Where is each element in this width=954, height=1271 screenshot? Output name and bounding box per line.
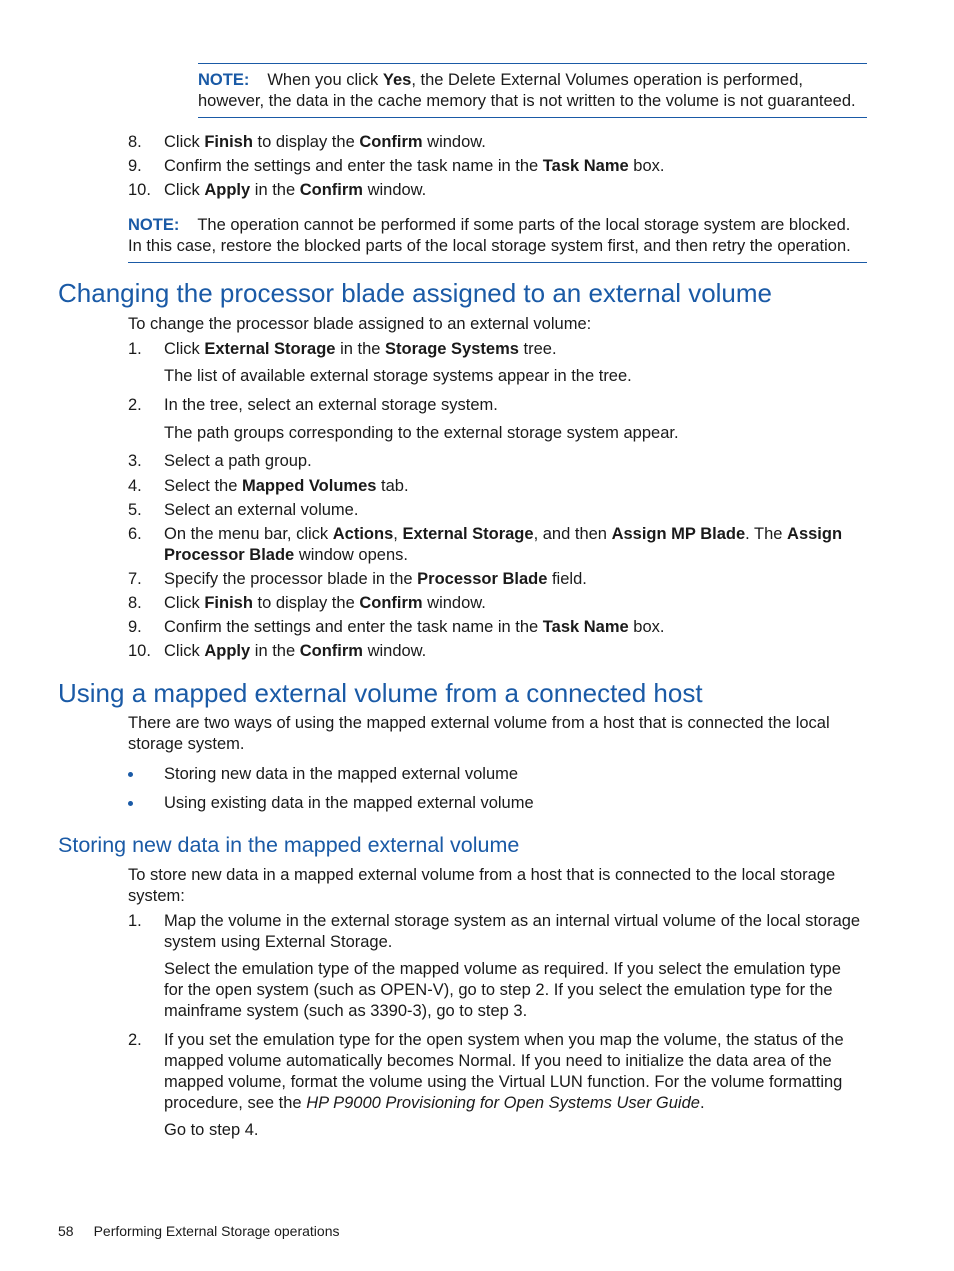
paragraph: There are two ways of using the mapped external volume from a host that is connected the local storage system. bbox=[128, 714, 830, 753]
note-box-delete: NOTE: When you click Yes, the Delete External Volumes operation is performed, however, the data in the cache memory that is not written to the volume is not guaranteed. bbox=[198, 63, 867, 118]
note-label: NOTE: bbox=[198, 71, 250, 89]
page-footer bbox=[58, 1222, 340, 1240]
chapter-title: Performing External Storage operations bbox=[93, 1223, 340, 1239]
bullet-icon bbox=[128, 772, 133, 777]
subsection-heading-storing-new-data: Storing new data in the mapped external volume bbox=[58, 833, 520, 857]
step-note: The path groups corresponding to the external storage system appear. bbox=[164, 424, 679, 442]
note-label: NOTE: bbox=[128, 216, 180, 234]
section-heading-processor-blade: Changing the processor blade assigned to an external volume bbox=[58, 278, 773, 308]
step-note: The list of available external storage systems appear in the tree. bbox=[164, 367, 632, 385]
step-note: Select the emulation type of the mapped volume as required. If you select the emulation type for the open system (such as OPEN-V), go to step 2. If you select the emulation type for the mainframe system (such as 3390-3), go to step 3. bbox=[164, 960, 841, 1020]
step-note: Go to step 4. bbox=[164, 1121, 259, 1139]
document-page: NOTE: When you click Yes, the Delete External Volumes operation is performed, however, the data in the cache memory that is not written to the volume is not guaranteed. 8. Click Finish to display the Confirm window. 9. Confirm the settings and enter the task name in the Task Name box. 10. Click Apply in the Confirm window. NOTE: The operation cannot be performed if some parts of the local storage system are blocked. In this case, restore the blocked parts of the local storage system first, and then retry the operation. Changing the processor blade assigned to an external volume To change the processor blade assigned to an external volume: 1. Click External Storage in the Storage Systems tree. The list of available external storage systems appear in the tree. 2. In the tree, select an external storage system. The path groups corresponding to the external storage system appear. 3. Select a path group. 4. Select the Mapped Volumes tab. 5. Select an external volume. 6. On the menu bar, click Actions, External Storage, and then Assign MP Blade. The Assign Processor Blade window opens. 7. Specify the processor blade in the Processor Blade field. 8. Click Finish to display the Confirm window. 9. Confirm the settings and enter the task name in the Task Name box. 10. Click Apply in the Confirm window. Using a mapped external volume from a connected host There are two ways of using the mapped external volume from a host that is connected the local storage system. Storing new data in the mapped external volume Using existing data in the mapped external volume Storing new data in the mapped external volume To store new data in a mapped external volume from a host that is connected to the local storage system: 1. Map the volume in the external storage system as an internal virtual volume of the local storage system using External Storage. Select the emulation type of the mapped volume as required. If you select the emulation type for the open system (such as OPEN-V), go to step 2. If you select the emulation type for the mainframe system (such as 3390-3), go to step 3. 2. If you set the emulation type for the open system when you map the volume, the status of the mapped volume automatically becomes Normal. If you need to initialize the data area of the mapped volume, format the volume using the Virtual LUN function. For the volume formatting procedure, see the HP P9000 Provisioning for Open Systems User Guide. Go to step 4. 58 Performing External Storage operations bbox=[0, 0, 954, 1271]
paragraph: To change the processor blade assigned to an external volume: bbox=[128, 315, 592, 333]
page-number: 58 bbox=[58, 1223, 74, 1239]
book-title: HP P9000 Provisioning for Open Systems User Guide bbox=[306, 1094, 700, 1112]
note-box-blocked: NOTE: The operation cannot be performed if some parts of the local storage system are blocked. In this case, restore the blocked parts of the local storage system first, and then retry the operation. bbox=[128, 215, 867, 263]
bullet-icon bbox=[128, 801, 133, 806]
paragraph: To store new data in a mapped external volume from a host that is connected to the local storage system: bbox=[128, 866, 836, 905]
section-heading-mapped-volume: Using a mapped external volume from a connected host bbox=[58, 678, 703, 708]
